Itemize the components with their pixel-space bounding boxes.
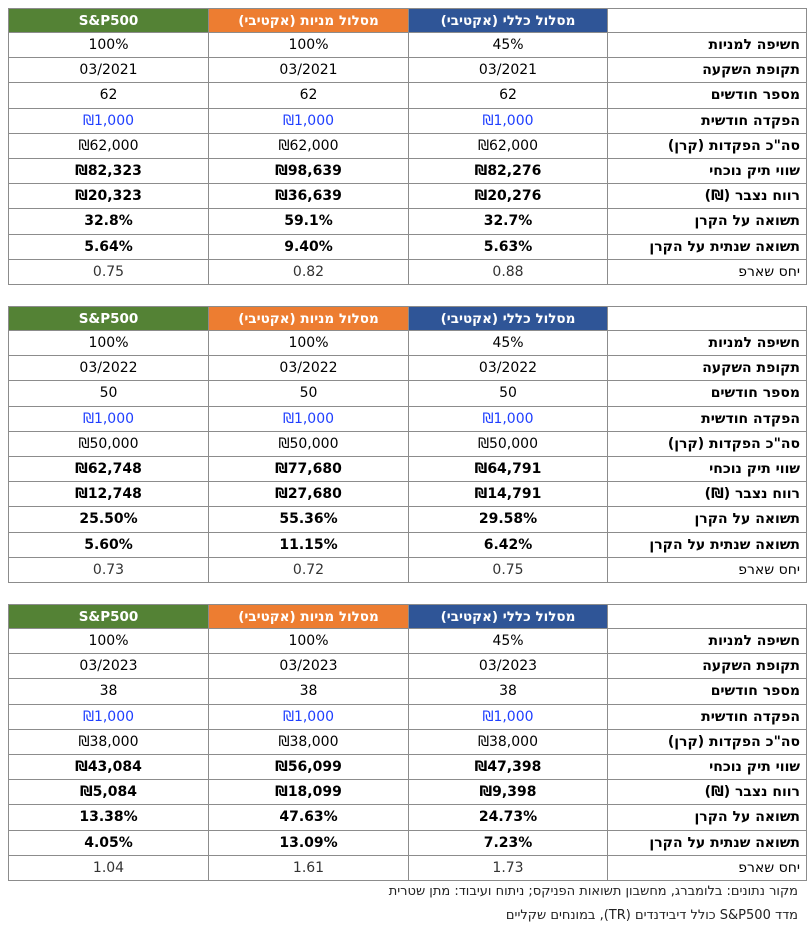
sp500-value: ₪1,000 (9, 704, 209, 729)
general-track-value: 45% (409, 629, 608, 654)
sp500-value: ₪62,748 (9, 456, 209, 481)
header-equity-track: מסלול מניות (אקטיבי) (209, 9, 409, 33)
row-label: סה"כ הפקדות (קרן) (608, 431, 807, 456)
sp500-value: 32.8% (9, 209, 209, 234)
row-label: תקופת השקעה (608, 58, 807, 83)
table-row (9, 431, 807, 456)
row-label: סה"כ הפקדות (קרן) (608, 729, 807, 754)
table-row (9, 557, 807, 582)
equity-track-value: 59.1% (209, 209, 409, 234)
table-row (9, 654, 807, 679)
sp500-value: ₪1,000 (9, 108, 209, 133)
row-label: רווח נצבר (₪) (608, 482, 807, 507)
row-label: יחס שארפ (608, 259, 807, 284)
general-track-value: ₪82,276 (409, 158, 608, 183)
general-track-value: ₪50,000 (409, 431, 608, 456)
table-row (9, 406, 807, 431)
comparison-table-1 (8, 8, 806, 285)
table-row (9, 830, 807, 855)
sp500-value: ₪82,323 (9, 158, 209, 183)
row-label: תשואה שנתית על הקרן (608, 532, 807, 557)
row-label: מספר חודשים (608, 83, 807, 108)
sp500-value: ₪1,000 (9, 406, 209, 431)
general-track-value: ₪1,000 (409, 704, 608, 729)
equity-track-value: 38 (209, 679, 409, 704)
table-row (9, 629, 807, 654)
row-label: יחס שארפ (608, 557, 807, 582)
row-label: תקופת השקעה (608, 356, 807, 381)
row-label: תשואה שנתית על הקרן (608, 830, 807, 855)
equity-track-value: 9.40% (209, 234, 409, 259)
equity-track-value: 1.61 (209, 855, 409, 880)
general-track-value: 6.42% (409, 532, 608, 557)
row-label: תשואה על הקרן (608, 805, 807, 830)
row-label: סה"כ הפקדות (קרן) (608, 133, 807, 158)
table-row (9, 33, 807, 58)
index-footnote: מדד S&P500 כולל דיבידנדים (TR), במונחים שקליים (505, 908, 798, 923)
sp500-value: 100% (9, 331, 209, 356)
row-label: שווי תיק נוכחי (608, 754, 807, 779)
sp500-value: 100% (9, 629, 209, 654)
general-track-value: 0.75 (409, 557, 608, 582)
equity-track-value: 100% (209, 33, 409, 58)
header-equity-track: מסלול מניות (אקטיבי) (209, 605, 409, 629)
sp500-value: ₪20,323 (9, 184, 209, 209)
sp500-value: ₪43,084 (9, 754, 209, 779)
sp500-value: 5.64% (9, 234, 209, 259)
equity-track-value: 100% (209, 331, 409, 356)
general-track-value: 38 (409, 679, 608, 704)
equity-track-value: 03/2023 (209, 654, 409, 679)
row-label: מספר חודשים (608, 381, 807, 406)
equity-track-value: 03/2021 (209, 58, 409, 83)
table-row (9, 58, 807, 83)
sp500-value: ₪38,000 (9, 729, 209, 754)
row-label: הפקדה חודשית (608, 704, 807, 729)
table-row (9, 507, 807, 532)
table-row (9, 456, 807, 481)
row-label: מספר חודשים (608, 679, 807, 704)
sp500-value: ₪12,748 (9, 482, 209, 507)
equity-track-value: 13.09% (209, 830, 409, 855)
header-blank-cell (608, 9, 807, 33)
general-track-value: 45% (409, 33, 608, 58)
general-track-value: 03/2021 (409, 58, 608, 83)
equity-track-value: 100% (209, 629, 409, 654)
equity-track-value: ₪36,639 (209, 184, 409, 209)
sp500-value: 13.38% (9, 805, 209, 830)
sp500-value: 38 (9, 679, 209, 704)
general-track-value: ₪1,000 (409, 406, 608, 431)
row-label: רווח נצבר (₪) (608, 184, 807, 209)
equity-track-value: ₪1,000 (209, 108, 409, 133)
table-row (9, 729, 807, 754)
header-sp500: S&P500 (9, 307, 209, 331)
sp500-value: 1.04 (9, 855, 209, 880)
general-track-value: 0.88 (409, 259, 608, 284)
row-label: תקופת השקעה (608, 654, 807, 679)
table-row (9, 356, 807, 381)
equity-track-value: 47.63% (209, 805, 409, 830)
equity-track-value: ₪1,000 (209, 704, 409, 729)
general-track-value: 62 (409, 83, 608, 108)
table-row (9, 158, 807, 183)
table-row (9, 83, 807, 108)
sp500-value: 03/2021 (9, 58, 209, 83)
header-sp500: S&P500 (9, 9, 209, 33)
sp500-value: ₪5,084 (9, 780, 209, 805)
table-row (9, 679, 807, 704)
table-row (9, 108, 807, 133)
general-track-value: 5.63% (409, 234, 608, 259)
equity-track-value: 11.15% (209, 532, 409, 557)
table-row (9, 259, 807, 284)
table-row (9, 209, 807, 234)
table-row (9, 532, 807, 557)
comparison-table-3 (8, 604, 806, 881)
equity-track-value: ₪50,000 (209, 431, 409, 456)
equity-track-value: ₪56,099 (209, 754, 409, 779)
sp500-value: 0.75 (9, 259, 209, 284)
general-track-value: 7.23% (409, 830, 608, 855)
row-label: חשיפה למניות (608, 33, 807, 58)
general-track-value: 03/2023 (409, 654, 608, 679)
header-blank-cell (608, 307, 807, 331)
general-track-value: ₪38,000 (409, 729, 608, 754)
equity-track-value: ₪38,000 (209, 729, 409, 754)
table-row (9, 381, 807, 406)
sp500-value: 25.50% (9, 507, 209, 532)
header-equity-track: מסלול מניות (אקטיבי) (209, 307, 409, 331)
row-label: תשואה על הקרן (608, 507, 807, 532)
row-label: חשיפה למניות (608, 629, 807, 654)
general-track-value: 29.58% (409, 507, 608, 532)
returns-table (8, 8, 807, 285)
table-row (9, 855, 807, 880)
table-header-row (9, 307, 807, 331)
equity-track-value: 0.82 (209, 259, 409, 284)
general-track-value: ₪14,791 (409, 482, 608, 507)
table-row (9, 184, 807, 209)
sp500-value: ₪62,000 (9, 133, 209, 158)
equity-track-value: 55.36% (209, 507, 409, 532)
general-track-value: 24.73% (409, 805, 608, 830)
sp500-value: 50 (9, 381, 209, 406)
row-label: תשואה על הקרן (608, 209, 807, 234)
header-general-track: מסלול כללי (אקטיבי) (409, 605, 608, 629)
general-track-value: 03/2022 (409, 356, 608, 381)
equity-track-value: 62 (209, 83, 409, 108)
equity-track-value: ₪18,099 (209, 780, 409, 805)
equity-track-value: ₪98,639 (209, 158, 409, 183)
sp500-value: 03/2023 (9, 654, 209, 679)
table-row (9, 704, 807, 729)
general-track-value: 1.73 (409, 855, 608, 880)
equity-track-value: 50 (209, 381, 409, 406)
header-general-track: מסלול כללי (אקטיבי) (409, 307, 608, 331)
row-label: הפקדה חודשית (608, 108, 807, 133)
row-label: שווי תיק נוכחי (608, 456, 807, 481)
equity-track-value: ₪1,000 (209, 406, 409, 431)
table-header-row (9, 605, 807, 629)
source-footnote: מקור נתונים: בלומברג, מחשבון תשואות הפניקס; ניתוח ועיבוד: מתן שטרית (388, 884, 798, 899)
sp500-value: ₪50,000 (9, 431, 209, 456)
returns-table (8, 604, 807, 881)
equity-track-value: ₪62,000 (209, 133, 409, 158)
row-label: רווח נצבר (₪) (608, 780, 807, 805)
equity-track-value: 0.72 (209, 557, 409, 582)
sp500-value: 4.05% (9, 830, 209, 855)
general-track-value: ₪64,791 (409, 456, 608, 481)
table-row (9, 331, 807, 356)
general-track-value: 50 (409, 381, 608, 406)
general-track-value: ₪62,000 (409, 133, 608, 158)
header-blank-cell (608, 605, 807, 629)
equity-track-value: ₪27,680 (209, 482, 409, 507)
table-row (9, 754, 807, 779)
header-general-track: מסלול כללי (אקטיבי) (409, 9, 608, 33)
sp500-value: 62 (9, 83, 209, 108)
table-row (9, 482, 807, 507)
general-track-value: ₪47,398 (409, 754, 608, 779)
table-row (9, 234, 807, 259)
table-header-row (9, 9, 807, 33)
comparison-table-2 (8, 306, 806, 583)
row-label: יחס שארפ (608, 855, 807, 880)
sp500-value: 100% (9, 33, 209, 58)
header-sp500: S&P500 (9, 605, 209, 629)
sp500-value: 5.60% (9, 532, 209, 557)
row-label: שווי תיק נוכחי (608, 158, 807, 183)
table-row (9, 780, 807, 805)
equity-track-value: ₪77,680 (209, 456, 409, 481)
row-label: הפקדה חודשית (608, 406, 807, 431)
general-track-value: 32.7% (409, 209, 608, 234)
general-track-value: ₪20,276 (409, 184, 608, 209)
sp500-value: 0.73 (9, 557, 209, 582)
general-track-value: 45% (409, 331, 608, 356)
row-label: חשיפה למניות (608, 331, 807, 356)
general-track-value: ₪9,398 (409, 780, 608, 805)
row-label: תשואה שנתית על הקרן (608, 234, 807, 259)
table-row (9, 133, 807, 158)
equity-track-value: 03/2022 (209, 356, 409, 381)
returns-table (8, 306, 807, 583)
table-row (9, 805, 807, 830)
sp500-value: 03/2022 (9, 356, 209, 381)
general-track-value: ₪1,000 (409, 108, 608, 133)
